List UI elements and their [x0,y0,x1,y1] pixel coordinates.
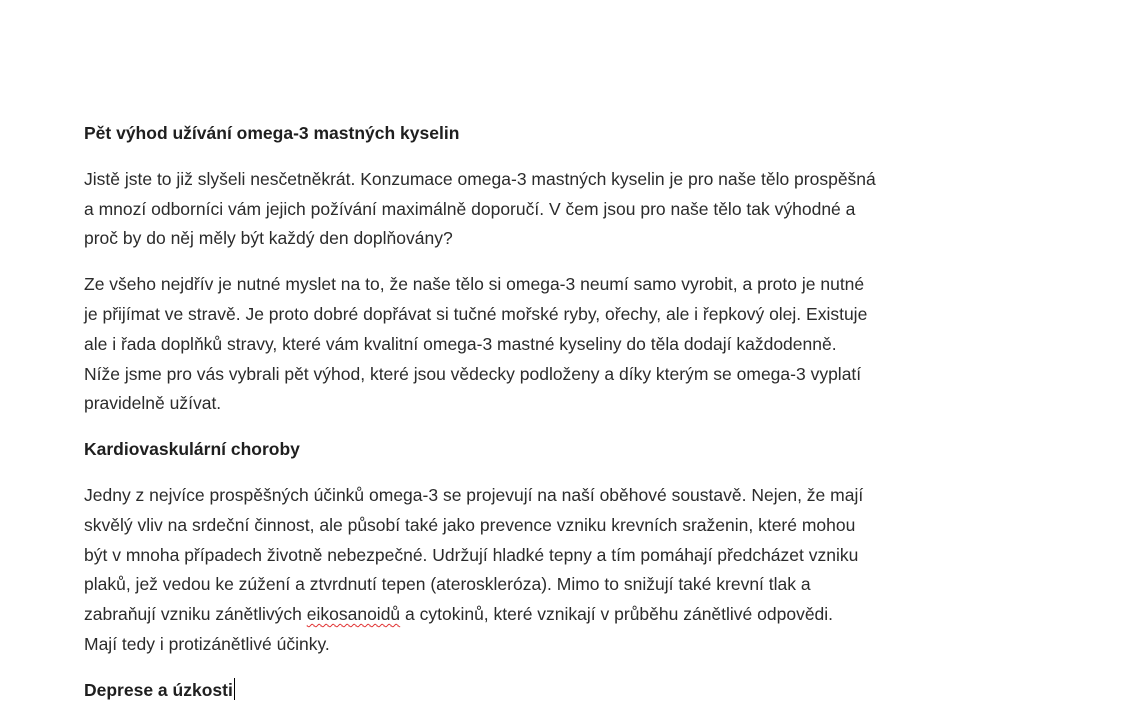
heading-text: Deprese a úzkosti [84,679,233,700]
paragraph-spacing [84,660,1044,676]
intro-paragraph-2 [84,270,1044,419]
text-fragment: a cytokinů, které vznikají v průběhu zánětlivé odpovědi. [400,604,834,625]
intro-paragraph-1 [84,165,1044,254]
text-line: Jistě jste to již slyšeli nesčetněkrát. Konzumace omega-3 mastných kyselin je pro naše tělo prospěšná [84,168,876,189]
text-line: Mají tedy i protizánětlivé účinky. [84,633,330,654]
text-line: být v mnoha případech životně nebezpečné. Udržují hladké tepny a tím pomáhají předcházet vzniku [84,544,859,565]
text-line: Níže jsme pro vás vybrali pět výhod, které jsou vědecky podloženy a díky kterým se omega-3 vyplatí [84,363,862,384]
text-line: Ze všeho nejdřív je nutné myslet na to, že naše tělo si omega-3 neumí samo vyrobit, a proto je nutné [84,274,865,295]
section-paragraph-cardiovascular [84,481,1044,660]
text-line: skvělý vliv na srdeční činnost, ale působí také jako prevence vzniku krevních sraženin, které mohou [84,514,856,535]
misspelled-word[interactable]: eikosanoidů [306,604,401,625]
text-line: a mnozí odborníci vám jejich požívání maximálně doporučí. V čem jsou pro naše tělo tak výhodné a [84,198,856,219]
text-line [84,600,1044,630]
text-cursor [234,678,235,700]
paragraph-spacing [84,419,1044,435]
text-line: pravidelně užívat. [84,393,222,414]
section-heading-cardiovascular: Kardiovaskulární choroby [84,439,300,460]
paragraph-spacing [84,149,1044,165]
text-fragment: zabraňují vzniku zánětlivých [84,604,307,625]
text-line: je přijímat ve stravě. Je proto dobré dopřávat si tučné mořské ryby, ořechy, ale i řepkový olej. Existuje [84,303,868,324]
text-line: Jedny z nejvíce prospěšných účinků omega-3 se projevují na naší oběhové soustavě. Nejen, že mají [84,484,864,505]
text-line: ale i řada doplňků stravy, které vám kvalitní omega-3 mastné kyseliny do těla dodají každodenně. [84,333,837,354]
text-line: plaků, jež vedou ke zúžení a ztvrdnutí tepen (ateroskleróza). Mimo to snižují také krevní tlak a [84,574,811,595]
paragraph-spacing [84,254,1044,270]
document-title: Pět výhod užívání omega-3 mastných kyselin [84,123,460,143]
text-line: proč by do něj měly být každý den doplňovány? [84,228,453,249]
document-body[interactable] [84,119,1044,706]
section-heading-depression [84,676,1044,706]
paragraph-spacing [84,465,1044,481]
